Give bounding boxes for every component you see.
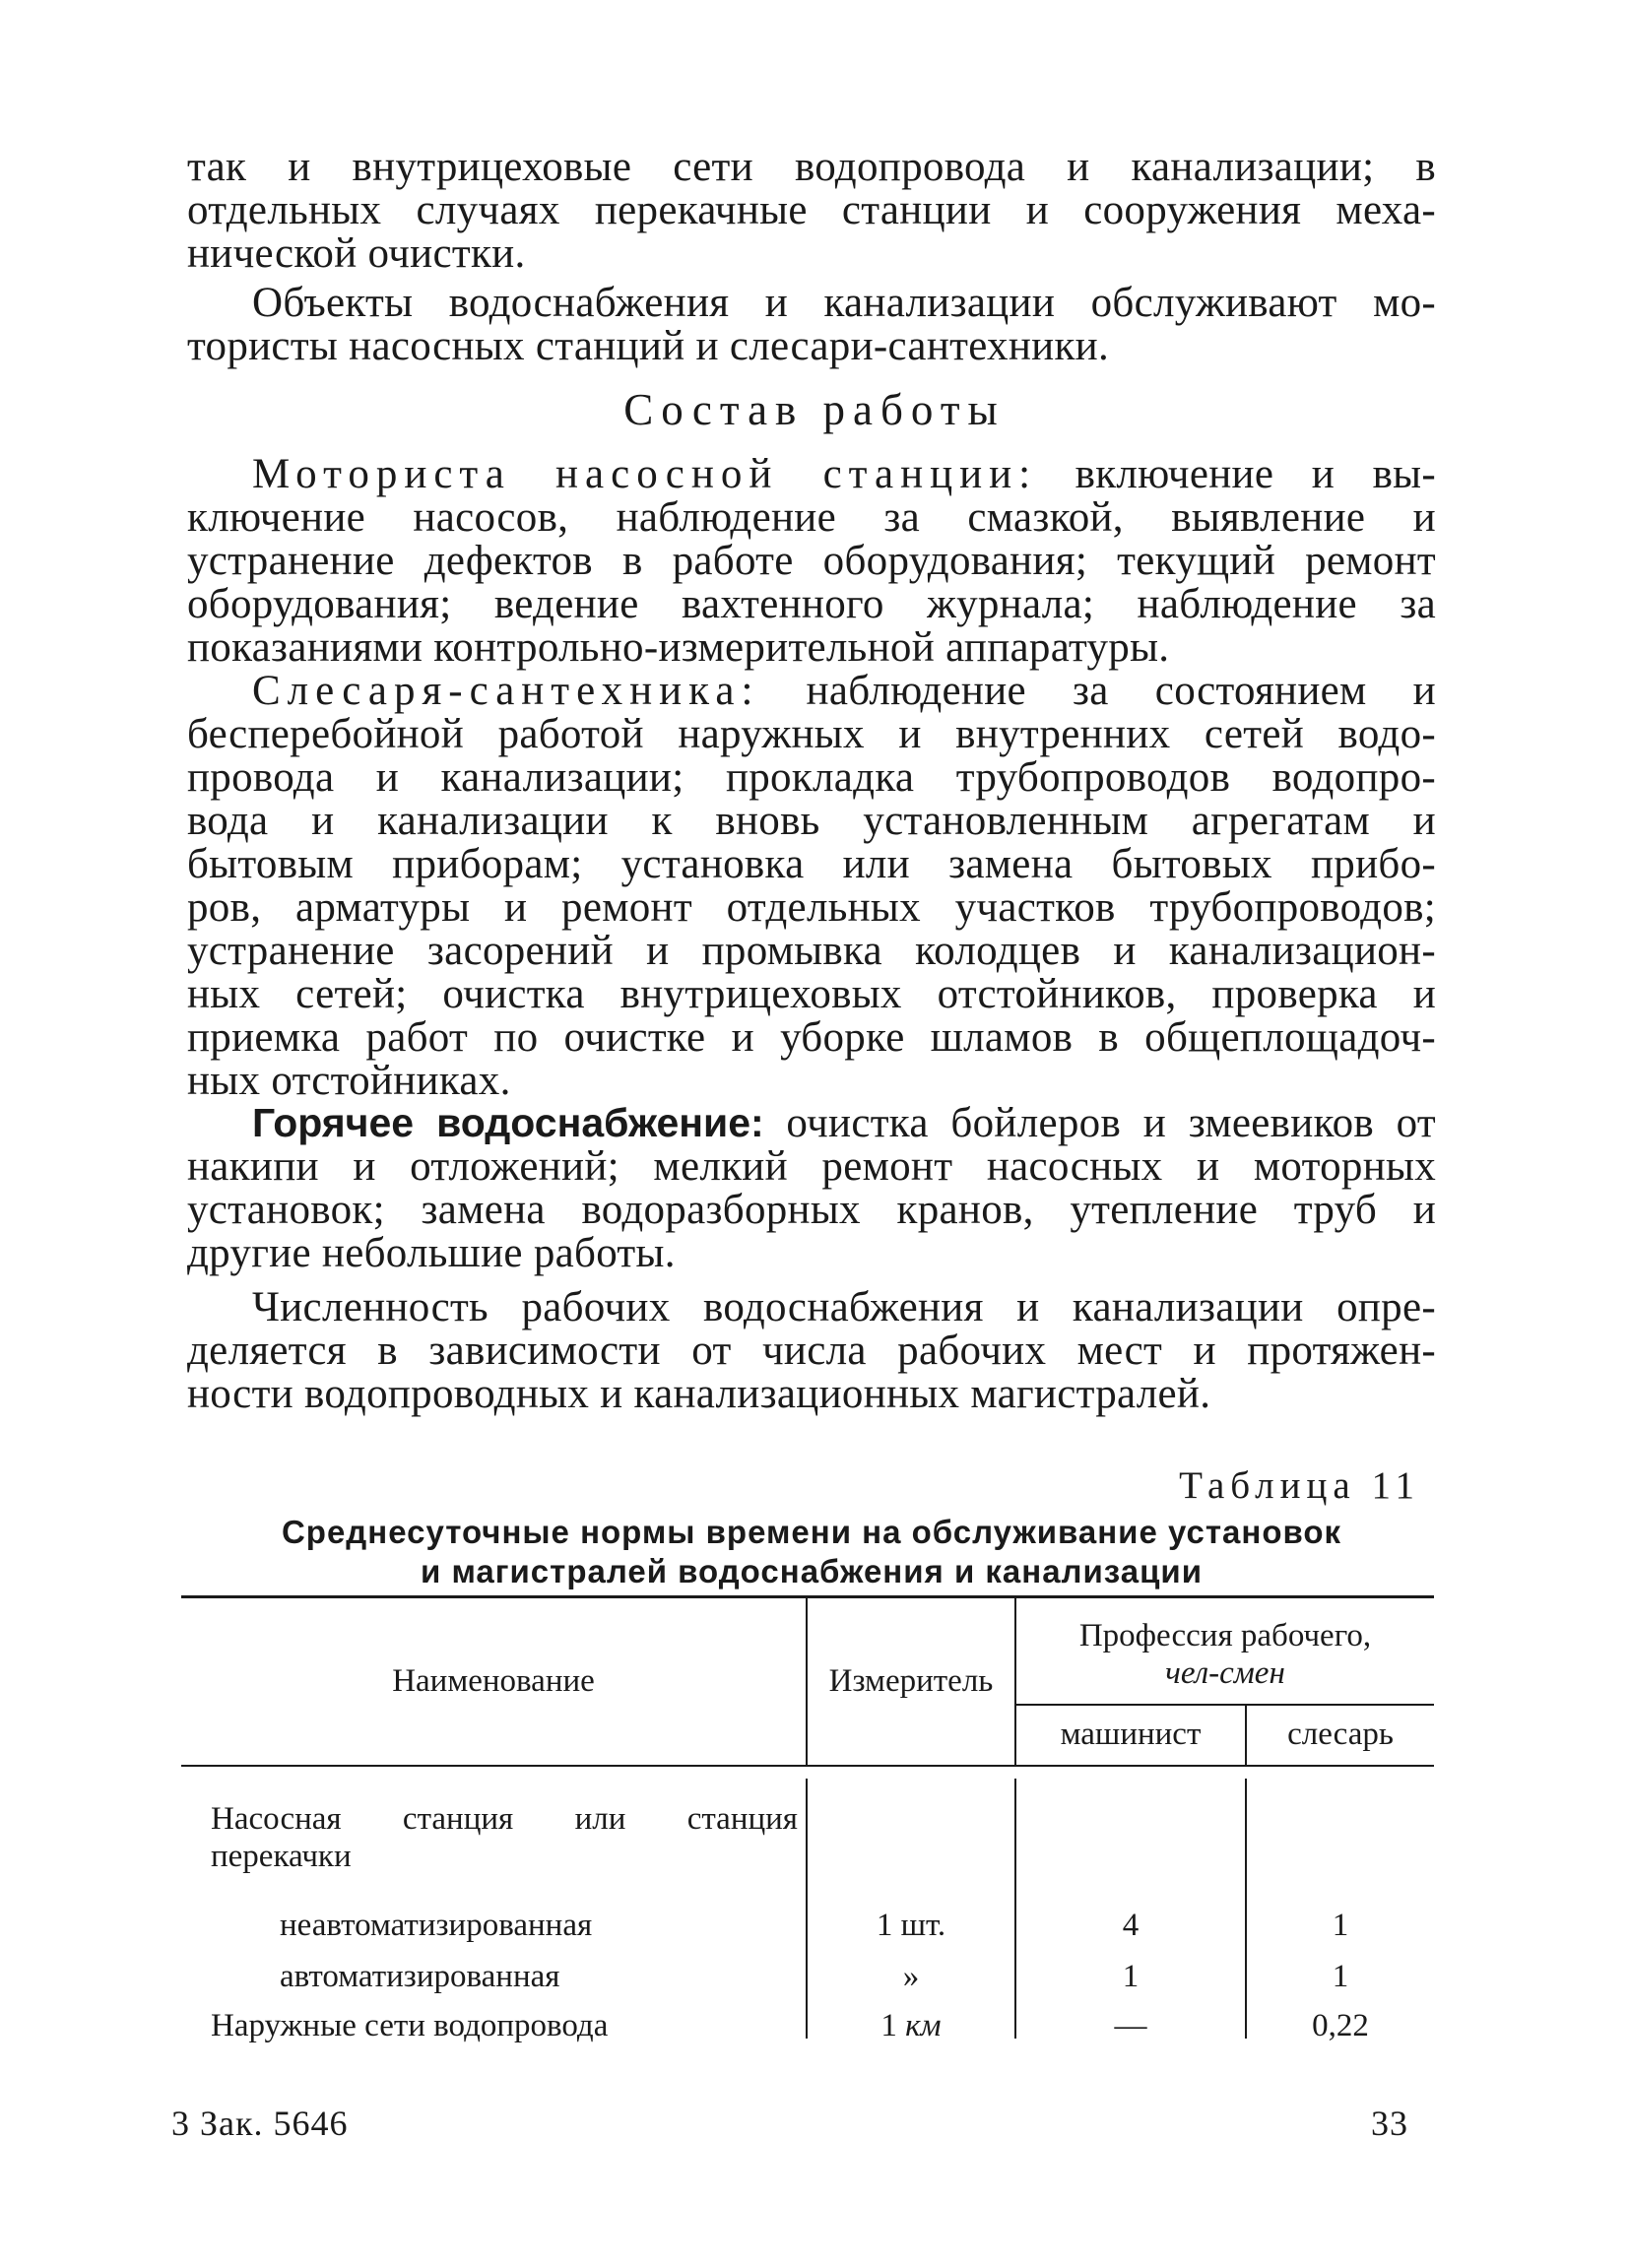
text-line: провода и канализации; прокладка трубопроводов водопро- [187,754,1436,801]
text-line: вода и канализации к вновь установленным агрегатам и [187,798,1436,844]
text-line: устранение дефектов в работе оборудования; текущий ремонт [187,538,1436,584]
row-name-line: Насосная станция или станция [211,1801,798,1837]
text-line: приемка работ по очистке и уборке шламов в общеплощадоч- [187,1014,1436,1061]
paragraph-continuation [187,146,1436,276]
text-line: ных отстойниках. [187,1058,511,1104]
text-line: ных сетей; очистка внутрицеховых отстойников, проверка и [187,971,1436,1017]
table-rule-subheader [1014,1704,1434,1706]
table-rule-header-bottom [181,1765,1434,1767]
text-line: Объекты водоснабжения и канализации обслуживают мо- [252,280,1436,326]
table-number: Таблица 11 [1179,1464,1420,1507]
text-line: Численность рабочих водоснабжения и канализации опре- [252,1284,1436,1330]
text-line: бытовым приборам; установка или замена бытовых прибо- [187,841,1436,887]
table-row-name: автоматизированная [280,1959,560,1994]
text-line: другие небольшие работы. [187,1230,676,1276]
text-line: ключение насосов, наблюдение за смазкой, выявление и [187,494,1436,541]
text-line: отдельных случаях перекачные станции и сооружения меха- [187,187,1436,233]
text-line: деляется в зависимости от числа рабочих мест и протяжен- [187,1328,1436,1374]
header-name: Наименование [392,1663,595,1699]
header-fitter: слесарь [1287,1717,1394,1752]
table-rule-top [181,1595,1434,1598]
table-row-machinist: 4 [1122,1908,1140,1943]
text-line: показаниями контрольно-измерительной аппаратуры. [187,624,1170,671]
table-row-fitter: 1 [1332,1908,1349,1943]
text-line: ров, арматуры и ремонт отдельных участков трубопроводов; [187,884,1436,931]
table-title-line: и магистралей водоснабжения и канализации [420,1553,1203,1589]
header-machinist: машинист [1060,1717,1202,1752]
text-line: оборудования; ведение вахтенного журнала; наблюдение за [187,581,1436,627]
text-line: установок; замена водоразборных кранов, утепление труб и [187,1187,1436,1233]
text-line [187,453,1436,496]
unit-measure: км [905,2008,942,2043]
paragraph-fitter [187,670,1436,1103]
text-fragment: включение и вы- [1075,451,1436,497]
table-row-machinist: 1 [1122,1959,1140,1994]
header-profession-label: Профессия рабочего, [1078,1618,1372,1653]
lead-term: Слесаря-сантехника: [252,668,760,714]
text-line: тористы насосных станций и слесари-сантехники. [187,323,1110,369]
norms-table [181,1595,1434,2043]
page-number: 33 [1371,2104,1408,2143]
text-line [187,670,1436,713]
text-fragment: наблюдение за состоянием и [806,668,1436,714]
header-unit: Измеритель [828,1663,994,1699]
text-line: нической очистки. [187,230,526,277]
paragraph-pump-operator [187,453,1436,670]
lead-term: Моториста насосной станции: [252,451,1038,497]
table-row-fitter: 0,22 [1312,2008,1369,2043]
paragraph-headcount [187,1286,1436,1416]
paragraph-objects [187,282,1436,368]
text-line [187,1101,1436,1145]
lead-term: Горячее водоснабжение: [252,1100,764,1145]
text-line: так и внутрицеховые сети водопровода и канализации; в [187,144,1436,190]
table-row-name [211,1800,798,1875]
table-row-fitter: 1 [1332,1959,1349,1994]
table-title [187,1513,1436,1591]
table-title-line: Среднесуточные нормы времени на обслуживание установок [281,1514,1342,1550]
section-heading: Состав работы [623,385,1006,434]
text-fragment: очистка бойлеров и змеевиков от [786,1100,1437,1146]
text-line: ности водопроводных и канализационных магистралей. [187,1371,1211,1417]
text-line: устранение засорений и промывка колодцев и канализацион- [187,928,1436,974]
header-profession [1016,1617,1434,1692]
unit-number: 1 [880,2008,897,2043]
text-line: бесперебойной работой наружных и внутренних сетей водо- [187,711,1436,757]
table-row-name: Наружные сети водопровода [211,2008,609,2043]
table-row-machinist: — [1114,2008,1147,2043]
text-line: накипи и отложений; мелкий ремонт насосных и моторных [187,1143,1436,1190]
paragraph-hot-water [187,1101,1436,1275]
table-row-unit: » [902,1959,920,1994]
printer-mark: 3 Зак. 5646 [171,2104,349,2143]
table-row-unit [808,2007,1014,2044]
table-row-unit: 1 шт. [876,1908,946,1943]
table-row-name: неавтоматизированная [280,1908,593,1943]
header-profession-unit: чел-смен [1165,1655,1285,1691]
row-name-line: перекачки [211,1839,352,1874]
